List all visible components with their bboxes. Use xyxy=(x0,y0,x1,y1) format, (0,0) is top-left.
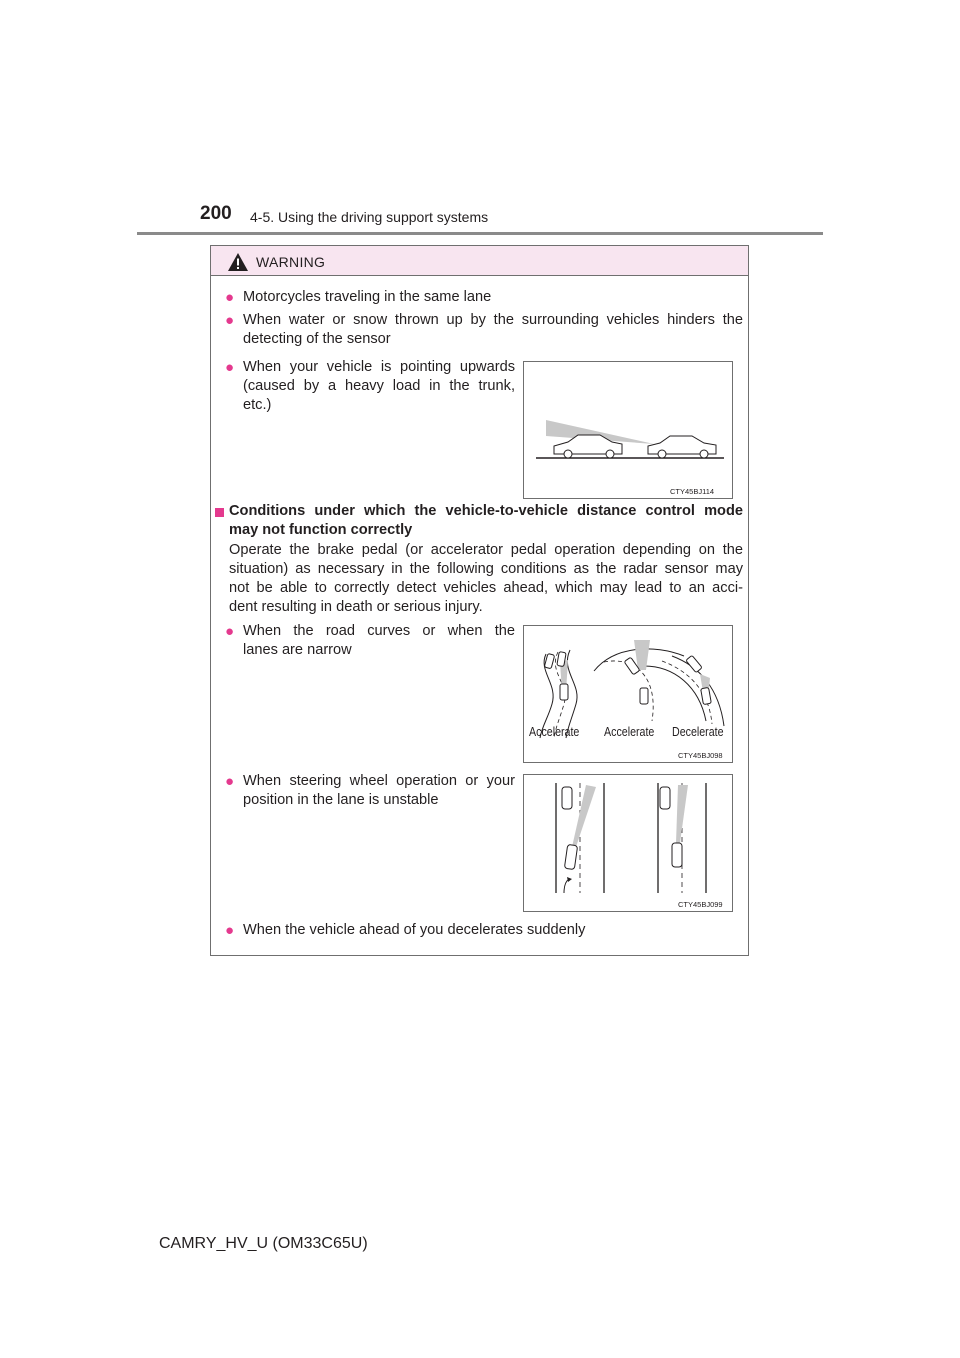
text-line: Operate the brake pedal (or accelerator pedal operation depending on the xyxy=(229,542,743,558)
text-line: may not function correctly xyxy=(229,522,413,538)
conditions-heading xyxy=(229,502,743,540)
section-title: 4-5. Using the driving support systems xyxy=(250,209,489,225)
text-line: When steering wheel operation or your xyxy=(243,773,515,789)
figure-caption-decelerate: Decelerate xyxy=(672,724,724,739)
conditions-body xyxy=(229,541,743,617)
figure-code: CTY45BJ098 xyxy=(678,751,723,760)
footer-model-code: CAMRY_HV_U (OM33C65U) xyxy=(159,1235,368,1252)
text-line: lanes are narrow xyxy=(243,642,352,658)
warning-item-motorcycles xyxy=(243,288,743,307)
bullet-circle-icon: ● xyxy=(225,623,235,640)
text-line: When the road curves or when the xyxy=(243,623,515,639)
text-line: When water or snow thrown up by the surrounding vehicles hinders the xyxy=(243,312,743,328)
pointing-upwards-illustration xyxy=(524,362,732,498)
text-line: When the vehicle ahead of you decelerates suddenly xyxy=(243,922,586,938)
page-number: 200 xyxy=(200,203,232,224)
text-line: When your vehicle is pointing upwards xyxy=(243,359,515,375)
warning-item-water-snow xyxy=(243,311,743,349)
bullet-circle-icon: ● xyxy=(225,773,235,790)
warning-label: WARNING xyxy=(256,254,326,270)
road-curves-illustration xyxy=(524,626,732,762)
text-line: dent resulting in death or serious injury. xyxy=(229,599,483,615)
text-line: not be able to correctly detect vehicles ahead, which may lead to an acci- xyxy=(229,580,743,596)
text-line: Motorcycles traveling in the same lane xyxy=(243,289,492,305)
figure-code: CTY45BJ114 xyxy=(670,487,715,496)
text-line: (caused by a heavy load in the trunk, xyxy=(243,378,515,394)
bullet-circle-icon: ● xyxy=(225,359,235,376)
condition-item-sudden-deceleration xyxy=(243,921,743,940)
condition-item-steering-unstable xyxy=(243,772,515,810)
text-line: position in the lane is unstable xyxy=(243,792,439,808)
warning-item-pointing-upwards xyxy=(243,358,515,415)
figure-unstable-lane-position xyxy=(523,774,733,912)
text-line: detecting of the sensor xyxy=(243,331,391,347)
bullet-circle-icon: ● xyxy=(225,922,235,939)
warning-triangle-icon xyxy=(227,252,249,272)
header-rule xyxy=(137,232,823,235)
figure-caption-accelerate: Accelerate xyxy=(529,724,580,739)
figure-code: CTY45BJ099 xyxy=(678,900,723,909)
bullet-circle-icon: ● xyxy=(225,312,235,329)
figure-caption-accelerate: Accelerate xyxy=(604,724,655,739)
text-line: etc.) xyxy=(243,397,272,413)
warning-header xyxy=(211,246,748,276)
bullet-circle-icon: ● xyxy=(225,289,235,306)
condition-item-road-curves xyxy=(243,622,515,660)
figure-vehicle-pointing-upwards xyxy=(523,361,733,499)
square-bullet-icon xyxy=(215,508,224,517)
warning-box xyxy=(210,245,749,956)
text-line: Conditions under which the vehicle-to-vehicle distance control mode xyxy=(229,503,743,519)
figure-road-curves xyxy=(523,625,733,763)
unstable-lane-illustration xyxy=(524,775,732,911)
text-line: situation) as necessary in the following conditions as the radar sensor may xyxy=(229,561,743,577)
